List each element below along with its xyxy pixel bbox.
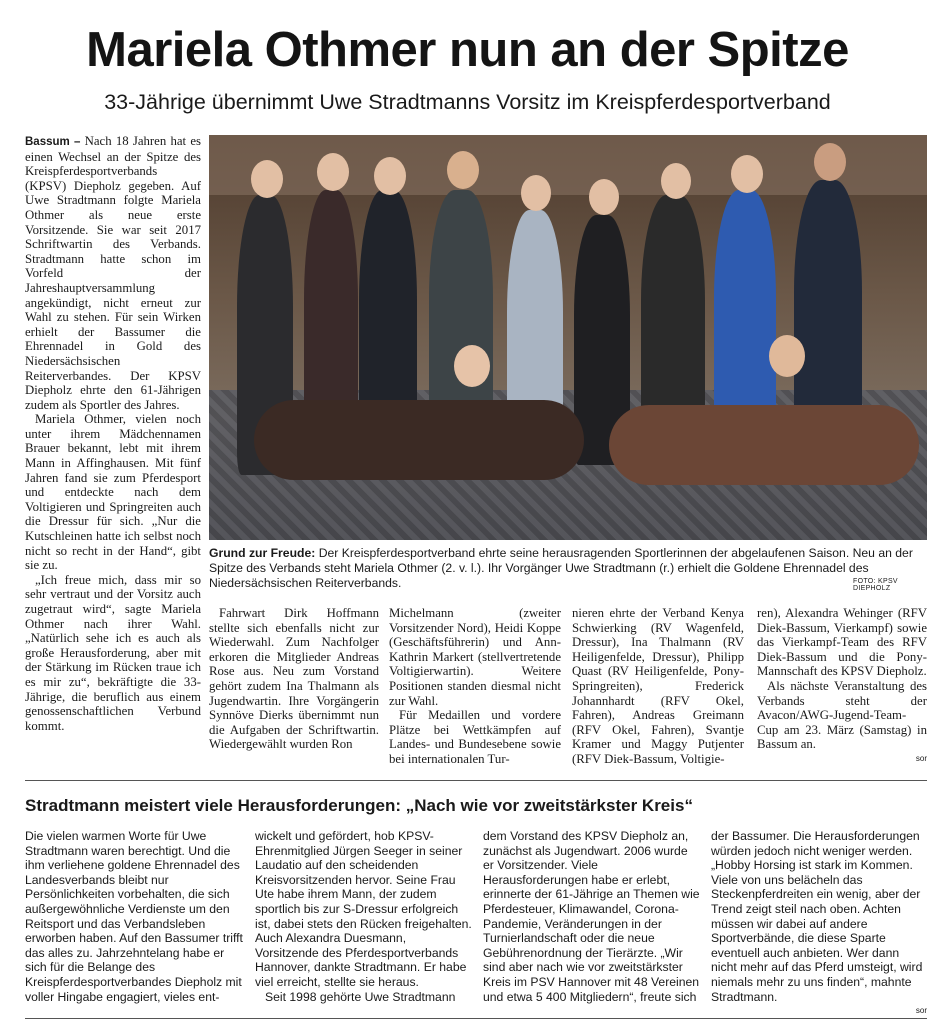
paragraph-text: Nach 18 Jahren hat es einen Wechsel an der Spitze des Kreispferdesportverbands (KPSV) Diepholz gegeben. Auf Uwe Stradtmann folgte Mariela Othmer als neue erste Vorsitzende. Sie war seit 2017 Schriftwartin des Verbands. Stradtmann hatte schon im Vorfeld der Jahreshauptversammlung angekündigt, nicht erneut zur Wahl zu stehen. Für sein Wirken erhielt der Bassumer die Ehrennadel in Gold des Niedersächsischen Reiterverbandes. Der KPSV Diepholz ehrte den 61-Jährigen zudem als Sportler des Jahres. bbox=[25, 134, 201, 412]
paragraph: Die vielen warmen Worte für Uwe Stradtmann waren berechtigt. Und die ihm verliehene goldene Ehrennadel des Landesverbands bleibt nur Persönlichkeiten vorbehalten, die sich außergewöhnliche Verdienste um den Reitsport und das Verbandsleben erworben haben. Auf den Bassumer trifft das alles zu. Jahrzehntelang habe er sich für die Belange des Kreispferdesportverbandes Diepholz mit voller Hingabe engagiert, vieles ent- bbox=[25, 829, 243, 1004]
dateline: Bassum – bbox=[25, 136, 81, 148]
paragraph: Als nächste Veranstaltung des Verbands steht der Avacon/AWG-Jugend-Team-Cup am 23. März (Samstag) in Bassum an. bbox=[757, 678, 927, 752]
sidebar-column-4 bbox=[711, 829, 927, 1019]
photo-person-head bbox=[521, 175, 551, 211]
bottom-divider bbox=[25, 1018, 927, 1019]
article-column-2 bbox=[209, 606, 379, 752]
caption-label: Grund zur Freude: bbox=[209, 546, 316, 560]
photo-person-head bbox=[447, 151, 479, 189]
paragraph bbox=[25, 134, 201, 412]
article-column-3 bbox=[389, 606, 561, 767]
sidebar-column-3 bbox=[483, 829, 701, 1004]
photo-person-head bbox=[454, 345, 490, 387]
paragraph: wickelt und gefördert, hob KPSV-Ehrenmitglied Jürgen Seeger in seiner Laudatio auf den scheidenden Kreisvorsitzenden hervor. Seine Frau Ute habe ihrem Mann, der zudem sportlich bis zur S-Dressur erfolgreich ist, dabei stets den Rücken freigehalten. Auch Alexandra Duesmann, Vorsitzende des Pferdesportverbands Hannover, dankte Stradtmann. Er habe viel erreicht, stellte sie heraus. bbox=[255, 829, 472, 989]
paragraph: Michelmann (zweiter Vorsitzender Nord), Heidi Koppe (Geschäftsführerin) und Ann-Kathrin Markert (stellvertretende Voltigierwartin). Weitere Positionen standen diesmal nicht zur Wahl. bbox=[389, 606, 561, 708]
caption-text: Der Kreispferdesportverband ehrte seine herausragenden Sportlerinnen der abgelaufenen Saison. Neu an der Spitze des Verbands steht Mariela Othmer (2. v. l.). Ihr Vorgänger Uwe Stradtmann (r.) erhielt die Goldene Ehrennadel des Niedersächsischen Reiterverbands. bbox=[209, 546, 913, 590]
paragraph: Für Medaillen und vordere Plätze bei Wettkämpfen auf Landes- und Bundesebene sowie bei internationalen Tur- bbox=[389, 708, 561, 766]
photo-person-head bbox=[731, 155, 763, 193]
article-column-1 bbox=[25, 134, 201, 733]
author-signature: sor bbox=[915, 1006, 927, 1016]
author-signature: sor bbox=[915, 753, 927, 763]
group-photo bbox=[209, 135, 927, 540]
photo-person bbox=[609, 405, 919, 485]
headline: Mariela Othmer nun an der Spitze bbox=[86, 23, 849, 77]
paragraph: nieren ehrte der Verband Kenya Schwierking (RV Wagenfeld, Dressur), Ina Thalmann (RV Heiligenfelde, Dressur), Philipp Quast (RV Heiligenfelde, Pony-Springreiten), Frederick Johannhardt (RFV Okel, Fahren), Andreas Greimann (RFV Okel, Fahren), Svantje Kramer und Maggy Putjenter (RFV Diek-Bassum, Voltigie- bbox=[572, 606, 744, 766]
photo-person-head bbox=[374, 157, 406, 195]
photo-caption bbox=[209, 546, 927, 591]
photo-person-head bbox=[589, 179, 619, 215]
photo-person-head bbox=[814, 143, 846, 181]
paragraph: der Bassumer. Die Herausforderungen würden jedoch nicht weniger werden. „Hobby Horsing ist stark im Kommen. Viele von uns belächeln das Steckenpferdreiten ein wenig, aber der Trend zeigt steil nach oben. Achten müssen wir dabei auf andere Sportverbände, die diese Sparte eventuell auch anbieten. Wer dann nicht mehr auf das Pferd umsteigt, wird niemals mehr zu uns finden“, mahnte Stradtmann. bbox=[711, 829, 923, 1004]
paragraph: „Ich freue mich, dass mir so sehr vertraut und der Vorsitz auch zugetraut wird“, sagte Mariela Othmer nach ihrer Wahl. „Natürlich sehe ich es auch als große Herausforderung, aber mit der Stärkung im Rücken traue ich es mir zu“, bekräftigte die 33-Jährige, die beruflich aus einem genossenschaftlichen Verbund kommt. bbox=[25, 572, 201, 733]
photo-person-head bbox=[251, 160, 283, 198]
paragraph: Mariela Othmer, vielen noch unter ihrem Mädchennamen Brauer bekannt, lebt mit ihrem Mann in Affinghausen. Mit fünf Jahren fand sie zum Pferdesport und entdeckte nach dem Voltigieren und Springreiten auch die Dressur für sich. „Nur die Kutschleinen hatte ich selbst noch nicht so recht in der Hand“, gibt sie zu. bbox=[25, 412, 201, 573]
sidebar-column-2 bbox=[255, 829, 473, 1004]
sidebar-headline: Stradtmann meistert viele Herausforderungen: „Nach wie vor zweitstärkster Kreis“ bbox=[25, 796, 693, 815]
paragraph: ren), Alexandra Wehinger (RFV Diek-Bassum, Vierkampf) sowie das Vierkampf-Team des RFV Diek-Bassum und die Pony-Mannschaft des KPSV Diepholz. bbox=[757, 606, 927, 679]
photo-person-head bbox=[317, 153, 349, 191]
photo-person bbox=[254, 400, 584, 480]
paragraph: Fahrwart Dirk Hoffmann stellte sich ebenfalls nicht zur Wiederwahl. Zum Nachfolger erkoren die Mitglieder Andreas Rose aus. Neu zum Vorstand gehört zudem Ina Thalmann als Jugendwartin. Ihre Vorgängerin Synnöve Dierks übernimmt nun die Aufgaben der Schriftwartin. Wiedergewählt wurden Ron bbox=[209, 606, 379, 752]
sidebar-column-1 bbox=[25, 829, 245, 1004]
article-column-4 bbox=[572, 606, 744, 767]
photo-credit: FOTO: KPSV DIEPHOLZ bbox=[853, 578, 898, 592]
photo-person-head bbox=[769, 335, 805, 377]
paragraph: dem Vorstand des KPSV Diepholz an, zunächst als Jugendwart. 2006 wurde er Vorsitzender. Viele Herausforderungen habe er erlebt, erinnerte der 61-Jährige an Themen wie Pferdesteuer, Klimawandel, Corona-Pandemie, Veränderungen in der Turnierlandschaft oder die neue Gebührenordnung der Tierärzte. „Wir sind aber nach wie vor zweitstärkster Kreis im PSV Hannover mit 48 Vereinen und etwa 5 400 Mitgliedern“, freute sich bbox=[483, 829, 700, 1004]
article-column-5 bbox=[757, 606, 927, 767]
photo-person-head bbox=[661, 163, 691, 199]
paragraph: Seit 1998 gehörte Uwe Stradtmann bbox=[265, 989, 456, 1004]
section-divider bbox=[25, 780, 927, 781]
subheadline: 33-Jährige übernimmt Uwe Stradtmanns Vorsitz im Kreispferdesportverband bbox=[104, 90, 831, 114]
